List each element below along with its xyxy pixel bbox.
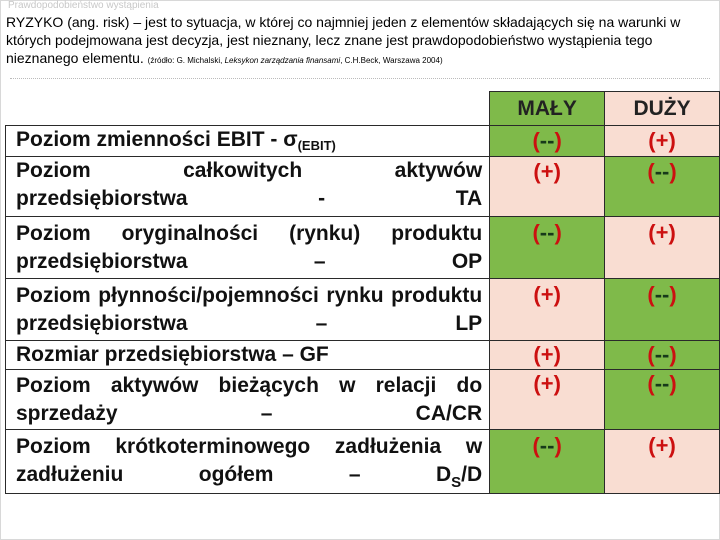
cell-maly: (+) xyxy=(490,279,605,341)
cell-maly: (--) xyxy=(490,430,605,494)
cell-duzy: (--) xyxy=(605,279,720,341)
table-row xyxy=(6,279,720,341)
cell-duzy: (+) xyxy=(605,430,720,494)
header-blank-cell xyxy=(6,92,490,126)
table-row xyxy=(6,217,720,279)
table-header-row xyxy=(6,92,720,126)
row-label: Poziom zmienności EBIT - σ(EBIT) xyxy=(6,126,490,157)
source-citation: (źródło: G. Michalski, Leksykon zarządzania finansami, C.H.Beck, Warszawa 2004) xyxy=(147,56,443,65)
column-header-maly: MAŁY xyxy=(490,92,605,126)
cell-maly: (--) xyxy=(490,217,605,279)
cell-duzy: (+) xyxy=(605,217,720,279)
cell-maly: (+) xyxy=(490,370,605,430)
table-row xyxy=(6,370,720,430)
table-row xyxy=(6,430,720,494)
cell-duzy: (--) xyxy=(605,370,720,430)
cell-duzy: (+) xyxy=(605,126,720,157)
row-label: Rozmiar przedsiębiorstwa – GF xyxy=(6,341,490,370)
cell-duzy: (--) xyxy=(605,341,720,370)
table-row xyxy=(6,126,720,157)
row-label: Poziom aktywów bieżących w relacji do sprzedaży – CA/CR xyxy=(6,370,490,430)
cell-maly: (--) xyxy=(490,126,605,157)
table-row xyxy=(6,157,720,217)
definition-body: RYZYKO (ang. risk) – jest to sytuacja, w której co najmniej jeden z elementów składających się na warunki w których podejmowana jest decyzja, jest nieznany, lecz znane jest prawdopodobieństwo wystąpienia tego nieznanego elementu. xyxy=(6,14,681,66)
cell-maly: (+) xyxy=(490,157,605,217)
table-row xyxy=(6,341,720,370)
column-header-duzy: DUŻY xyxy=(605,92,720,126)
row-label: Poziom płynności/pojemności rynku produktu przedsiębiorstwa – LP xyxy=(6,279,490,341)
risk-table xyxy=(5,91,720,494)
row-label: Poziom całkowitych aktywów przedsiębiorstwa - TA xyxy=(6,157,490,217)
divider xyxy=(10,78,710,79)
row-label: Poziom krótkoterminowego zadłużenia w zadłużeniu ogółem – $D_S/D$ xyxy=(6,430,490,494)
definition-text xyxy=(6,13,714,70)
cell-maly: (+) xyxy=(490,341,605,370)
watermark: Prawdopodobieństwo wystąpienia xyxy=(8,0,159,11)
row-label: Poziom oryginalności (rynku) produktu przedsiębiorstwa – OP xyxy=(6,217,490,279)
cell-duzy: (--) xyxy=(605,157,720,217)
